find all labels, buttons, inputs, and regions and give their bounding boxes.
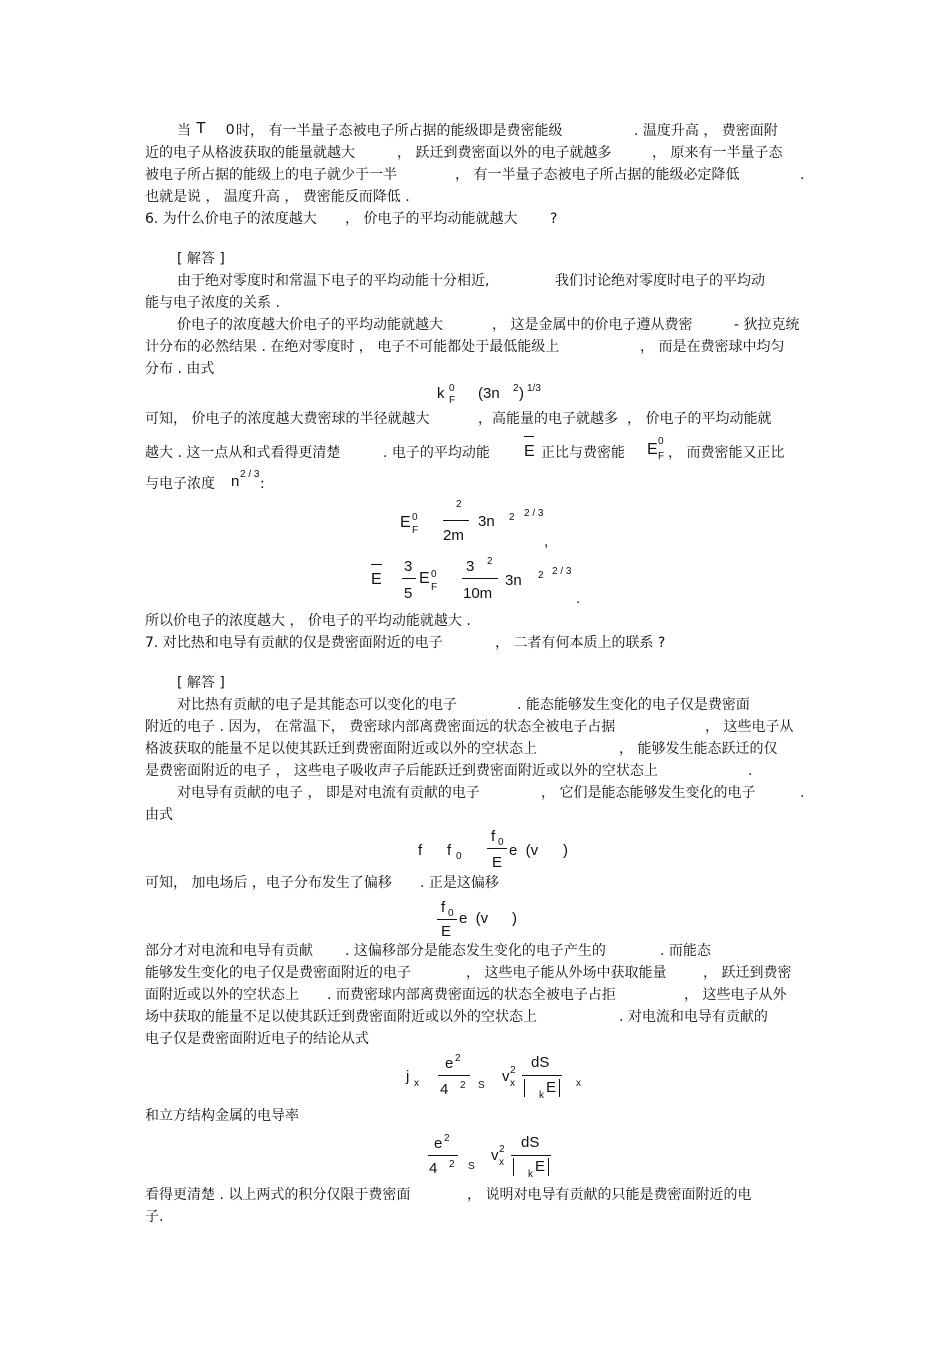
text-line: 是费密面附近的电子 ， 这些电子吸收声子后能跃迁到费密面附近或以外的空状态上 xyxy=(145,763,658,779)
text-line: 面附近或以外的空状态上 xyxy=(145,987,299,1003)
text-line: . 电子的平均动能 xyxy=(383,445,490,461)
text-line: ， 它们是能态能够发生变化的电子 xyxy=(541,785,756,801)
overline xyxy=(524,436,534,437)
fraction-bar xyxy=(402,578,416,579)
text-line: 对比热有贡献的电子是其能态可以变化的电子 xyxy=(177,697,457,713)
fraction-bar xyxy=(443,520,469,521)
text-line: ， 跃迁到费密面以外的电子就越多 xyxy=(397,145,612,161)
abs-bar xyxy=(559,1079,560,1097)
fraction-bar xyxy=(511,1155,551,1156)
text-line: 分布 . 由式 xyxy=(145,361,215,377)
text-line: 部分才对电流和电导有贡献 xyxy=(145,943,313,959)
text-line: 近的电子从格波获取的能量就越大 xyxy=(145,145,355,161)
text-line: . xyxy=(800,167,805,183)
text-line: 可知， 加电场后 ，电子分布发生了偏移 xyxy=(145,875,392,891)
text-line: 我们讨论绝对零度时电子的平均动 xyxy=(555,273,765,289)
text-line: 场中获取的能量不足以使其跃迁到费密面附近或以外的空状态上 xyxy=(145,1009,537,1025)
text-line: 看得更清楚 . 以上两式的积分仅限于费密面 xyxy=(145,1187,411,1203)
text-line: 由式 xyxy=(145,807,173,823)
text-line: : xyxy=(260,476,265,492)
abs-bar xyxy=(513,1158,514,1176)
text-line: . 对电流和电导有贡献的 xyxy=(619,1009,768,1025)
fraction-bar xyxy=(437,919,457,920)
text-line: 和立方结构金属的电导率 xyxy=(145,1108,299,1124)
text-line: 格波获取的能量不足以使其跃迁到费密面附近或以外的空状态上 xyxy=(145,741,537,757)
question-6: ? xyxy=(550,211,558,227)
text-line: 所以价电子的浓度越大 ， 价电子的平均动能就越大 . xyxy=(145,613,471,629)
answer-heading: [ 解答 ] xyxy=(177,251,225,267)
text-line: . 这偏移部分是能态发生变化的电子产生的 xyxy=(345,943,606,959)
text-line: ，高能量的电子就越多 xyxy=(478,411,618,427)
text-line: ， 原来有一半量子态 xyxy=(652,145,783,161)
text-line: ， 价电子的平均动能就 xyxy=(627,411,772,427)
text-line: 正比与费密能 xyxy=(541,445,625,461)
fraction-bar xyxy=(487,848,507,849)
text-line: 附近的电子 . 因为， 在常温下， 费密球内部离费密面远的状态全被电子占据 xyxy=(145,719,616,735)
text-line: 能与电子浓度的关系 . xyxy=(145,295,280,311)
text-line: . 能态能够发生变化的电子仅是费密面 xyxy=(517,697,750,713)
text-line: 也就是说 ， 温度升高 ， 费密能反而降低 . xyxy=(145,189,410,205)
math-zero: 0 xyxy=(226,121,235,138)
abs-bar xyxy=(548,1158,549,1176)
text-line: ， 这些电子从 xyxy=(705,719,794,735)
text-line: . 而能态 xyxy=(660,943,711,959)
text-line: 可知， 价电子的浓度越大费密球的半径就越大 xyxy=(145,411,430,427)
text-line: 价电子的浓度越大价电子的平均动能就越大 xyxy=(177,317,443,333)
math-sub: F xyxy=(658,451,665,462)
text-line: 子. xyxy=(145,1209,164,1225)
text-line: . xyxy=(748,763,753,779)
answer-heading: [ 解答 ] xyxy=(177,675,225,691)
text-line: . 温度升高 ， 费密面附 xyxy=(634,123,778,139)
text-line: 当 xyxy=(177,123,191,139)
text-line: ， 这些电子从外 xyxy=(684,987,787,1003)
math-E-bar: E xyxy=(524,443,535,460)
text-line: ， 有一半量子态被电子所占据的能级必定降低 xyxy=(455,167,740,183)
text-line: ， 跃迁到费密 xyxy=(703,965,792,981)
text-line: - 狄拉克统 xyxy=(734,317,800,333)
text-line: 对电导有贡献的电子 ， 即是对电流有贡献的电子 xyxy=(177,785,480,801)
text-line: . 而费密球内部离费密面远的状态全被电子占拒 xyxy=(327,987,616,1003)
math-exp: 2 / 3 xyxy=(240,469,260,480)
question-6: ， 价电子的平均动能就越大 xyxy=(345,211,518,227)
text-line: 与电子浓度 xyxy=(145,476,215,492)
text-line: ， 说明对电导有贡献的只能是费密面附近的电 xyxy=(467,1187,752,1203)
text-line: 被电子所占据的能级上的电子就少于一半 xyxy=(145,167,397,183)
text-line: ， 而费密能又正比 xyxy=(668,445,785,461)
text-line: ， 而是在费密球中均匀 xyxy=(640,339,785,355)
text-line: 电子仅是费密面附近电子的结论从式 xyxy=(145,1031,369,1047)
abs-bar xyxy=(524,1079,525,1097)
fraction-bar xyxy=(438,1075,470,1076)
fraction-bar xyxy=(522,1075,562,1076)
math-T: T xyxy=(196,120,206,137)
text-line: . xyxy=(800,785,805,801)
question-6: 6. 为什么价电子的浓度越大 xyxy=(145,211,317,227)
text-line: ， 能够发生能态跃迁的仅 xyxy=(619,741,778,757)
text-line: 时， 有一半量子态被电子所占据的能级即是费密能级 xyxy=(236,123,563,139)
math-EF0: E xyxy=(647,441,658,458)
text-line: ， 这些电子能从外场中获取能量 xyxy=(466,965,667,981)
text-line: 能够发生变化的电子仅是费密面附近的电子 xyxy=(145,965,411,981)
text-line: . 正是这偏移 xyxy=(420,875,499,891)
text-line: 计分布的必然结果 . 在绝对零度时 ， 电子不可能都处于最低能级上 xyxy=(145,339,560,355)
overline xyxy=(371,564,382,565)
question-7: 7. 对比热和电导有贡献的仅是费密面附近的电子 xyxy=(145,635,443,651)
question-7: ， 二者有何本质上的联系 ? xyxy=(495,635,666,651)
fraction-bar xyxy=(462,578,498,579)
text-line: ， 这是金属中的价电子遵从费密 xyxy=(492,317,693,333)
text-line: 由于绝对零度时和常温下电子的平均动能十分相近, xyxy=(177,273,490,289)
math-n: n xyxy=(231,473,240,490)
math-sup: 0 xyxy=(658,436,664,447)
text-line: 越大 . 这一点从和式看得更清楚 xyxy=(145,445,341,461)
